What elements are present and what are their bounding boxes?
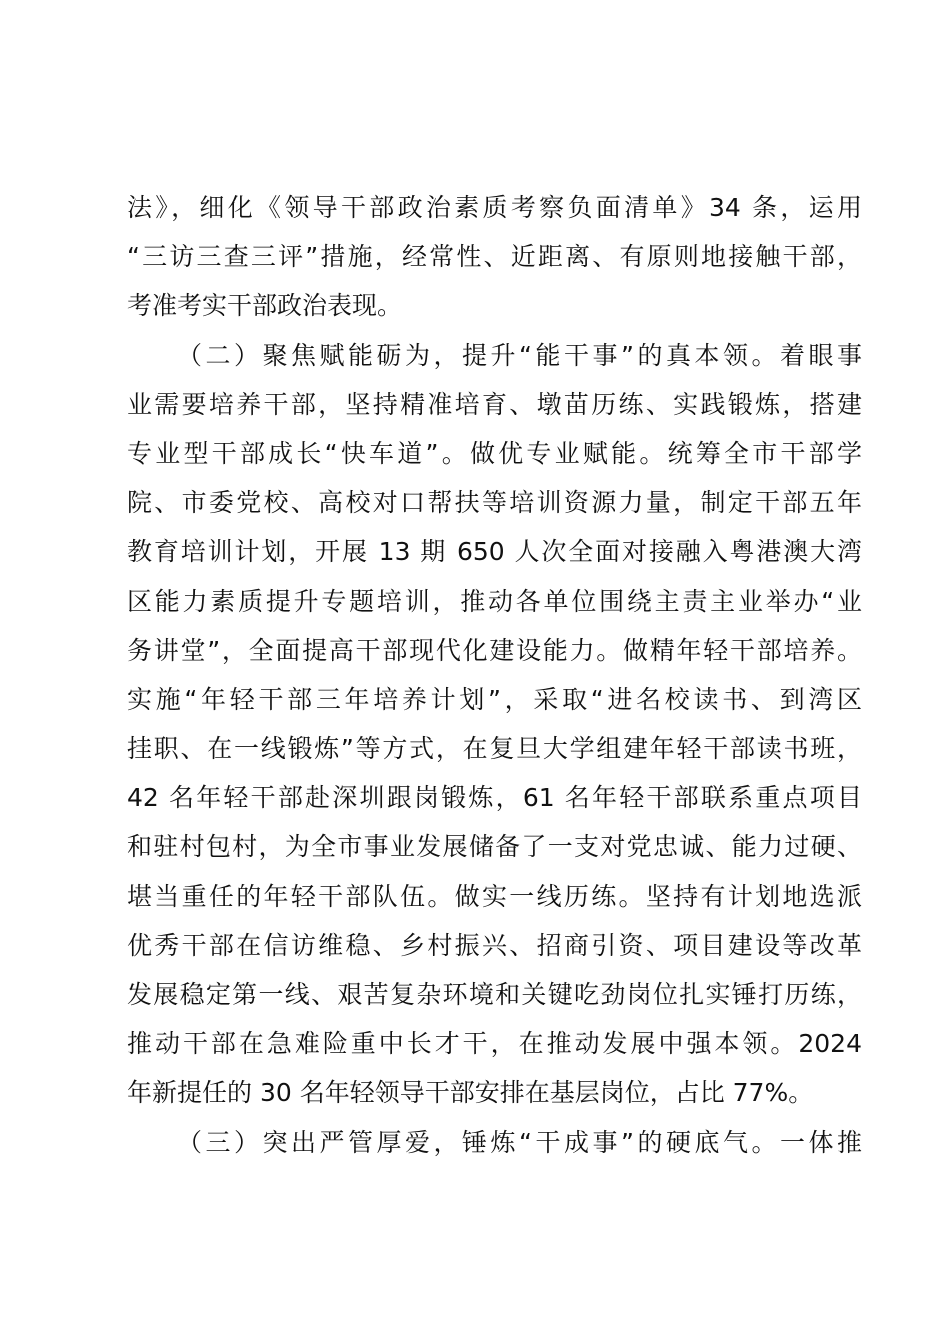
text-line: 教育培训计划，开展 13 期 650 人次全面对接融入粤港澳大湾: [127, 537, 862, 567]
paragraph-heading-line: （二）聚焦赋能砺为，提升“能干事”的真本领。着眼事: [177, 340, 862, 370]
text-line: 挂职、在一线锻炼”等方式，在复旦大学组建年轻干部读书班，: [127, 734, 862, 764]
paragraph-heading-line: （三）突出严管厚爱，锤炼“干成事”的硬底气。一体推: [177, 1127, 862, 1157]
text-line: 考准考实干部政治表现。: [127, 291, 403, 321]
text-line: 法》，细化《领导干部政治素质考察负面清单》34 条，运用: [127, 193, 862, 222]
text-line: 推动干部在急难险重中长才干，在推动发展中强本领。2024: [127, 1029, 862, 1059]
text-line: 优秀干部在信访维稳、乡村振兴、招商引资、项目建设等改革: [127, 930, 862, 960]
text-line: 业需要培养干部，坚持精准培育、墩苗历练、实践锻炼，搭建: [127, 389, 862, 419]
text-line: 年新提任的 30 名年轻领导干部安排在基层岗位，占比 77%。: [127, 1078, 814, 1108]
text-line: 42 名年轻干部赴深圳跟岗锻炼，61 名年轻干部联系重点项目: [127, 783, 862, 813]
text-line: “三访三查三评”措施，经常性、近距离、有原则地接触干部，: [127, 242, 862, 272]
body-text: [127, 183, 862, 1167]
text-line: 发展稳定第一线、艰苦复杂环境和关键吃劲岗位扎实锤打历练，: [127, 980, 862, 1009]
text-line: 院、市委党校、高校对口帮扶等培训资源力量，制定干部五年: [127, 488, 862, 518]
text-line: 和驻村包村，为全市事业发展储备了一支对党忠诚、能力过硬、: [127, 832, 862, 862]
text-line: 区能力素质提升专题培训，推动各单位围绕主责主业举办“业: [127, 586, 862, 616]
text-line: 务讲堂”，全面提高干部现代化建设能力。做精年轻干部培养。: [127, 635, 862, 665]
text-line: 实施“年轻干部三年培养计划”，采取“进名校读书、到湾区: [127, 684, 862, 714]
text-line: 堪当重任的年轻干部队伍。做实一线历练。坚持有计划地选派: [127, 881, 862, 911]
text-line: 专业型干部成长“快车道”。做优专业赋能。统筹全市干部学: [127, 438, 862, 468]
